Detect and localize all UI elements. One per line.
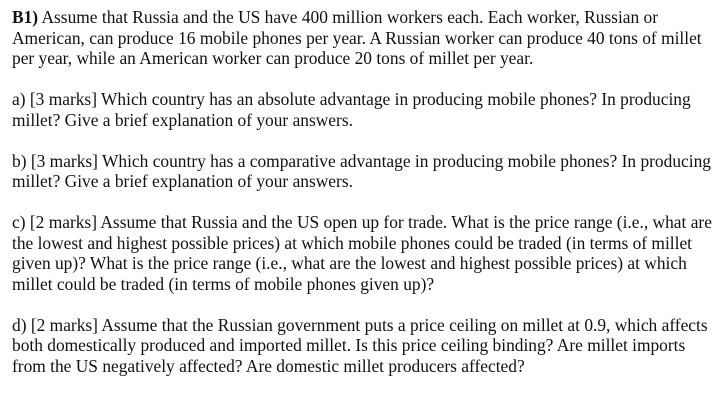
question-intro-text: Assume that Russia and the US have 400 million workers each. Each worker, Russian or American, can produce 16 mobile phones per year. A Russian worker can produce 40 tons of millet per year, while an American worker can produce 20 tons of millet per year. bbox=[12, 7, 702, 68]
question-document bbox=[12, 7, 720, 376]
question-intro bbox=[12, 7, 720, 69]
question-part-a: a) [3 marks] Which country has an absolute advantage in producing mobile phones? In producing millet? Give a brief explanation of your answers. bbox=[12, 89, 691, 130]
question-part-c: c) [2 marks] Assume that Russia and the US open up for trade. What is the price range (i.e., what are the lowest and highest possible prices) at which mobile phones could be traded (in terms of millet given up)? What is the price range (i.e., what are the lowest and highest possible prices) at which millet could be traded (in terms of mobile phones given up)? bbox=[12, 212, 712, 294]
question-part-b: b) [3 marks] Which country has a comparative advantage in producing mobile phones? In producing millet? Give a brief explanation of your answers. bbox=[12, 150, 711, 191]
question-part-d: d) [2 marks] Assume that the Russian government puts a price ceiling on millet at 0.9, which affects both domestically produced and imported millet. Is this price ceiling binding? Are millet imports from the US negatively affected? Are domestic millet producers affected? bbox=[12, 314, 708, 376]
question-label: B1) bbox=[12, 7, 39, 27]
